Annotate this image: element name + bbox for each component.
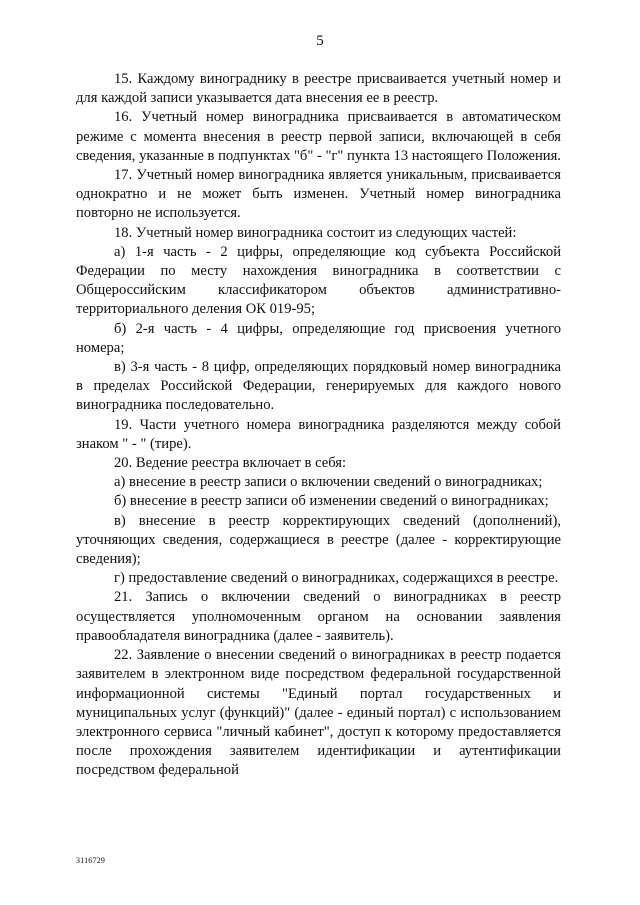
paragraph-18-a: а) 1-я часть - 2 цифры, определяющие код субъекта Российской Федерации по месту нахождения виноградника в соответствии с Общероссийским классификатором объектов административно-территориального деления ОК 019-95; xyxy=(76,243,561,318)
paragraph-20-b: б) внесение в реестр записи об изменении сведений о виноградниках; xyxy=(114,493,549,510)
paragraph-18-v: в) 3-я часть - 8 цифр, определяющих порядковый номер виноградника в пределах Российской Федерации, генерируемых для каждого нового виноградника последовательно. xyxy=(76,359,561,414)
paragraph-18-b: б) 2-я часть - 4 цифры, определяющие год присвоения учетного номера; xyxy=(76,320,561,356)
paragraph-18: 18. Учетный номер виноградника состоит из следующих частей: xyxy=(114,224,517,241)
paragraph-20-a: а) внесение в реестр записи о включении сведений о виноградниках; xyxy=(114,474,543,491)
document-code: 3116729 xyxy=(76,856,106,865)
paragraph-16: 16. Учетный номер виноградника присваивается в автоматическом режиме с момента внесения в реестр первой записи, включающей в себя сведения, указанные в подпунктах "б" - "г" пункта 13 настоящего Положения. xyxy=(76,109,561,164)
paragraph-20-g: г) предоставление сведений о виноградниках, содержащихся в реестре. xyxy=(114,570,559,587)
paragraph-15: 15. Каждому винограднику в реестре присваивается учетный номер и для каждой записи указывается дата внесения ее в реестр. xyxy=(76,71,561,107)
paragraph-19: 19. Части учетного номера виноградника разделяются между собой знаком " - " (тире). xyxy=(76,416,561,452)
page-number: 5 xyxy=(316,33,324,49)
document-body xyxy=(76,70,561,781)
paragraph-17: 17. Учетный номер виноградника является уникальным, присваивается однократно и не может быть изменен. Учетный номер виноградника повторно не используется. xyxy=(76,167,561,222)
paragraph-22: 22. Заявление о внесении сведений о виноградниках в реестр подается заявителем в электронном виде посредством федеральной государственной информационной системы "Единый портал государственных и муниципальных услуг (функций)" (далее - единый портал) с использованием электронного сервиса "личный кабинет", доступ к которому предоставляется после прохождения заявителем идентификации и аутентификации посредством федеральной xyxy=(76,647,561,779)
paragraph-21: 21. Запись о включении сведений о виноградниках в реестр осуществляется уполномоченным органом на основании заявления правообладателя виноградника (далее - заявитель). xyxy=(76,589,561,644)
paragraph-20: 20. Ведение реестра включает в себя: xyxy=(114,455,347,472)
paragraph-20-v: в) внесение в реестр корректирующих сведений (дополнений), уточняющих сведения, содержащиеся в реестре (далее - корректирующие сведения); xyxy=(76,512,561,568)
